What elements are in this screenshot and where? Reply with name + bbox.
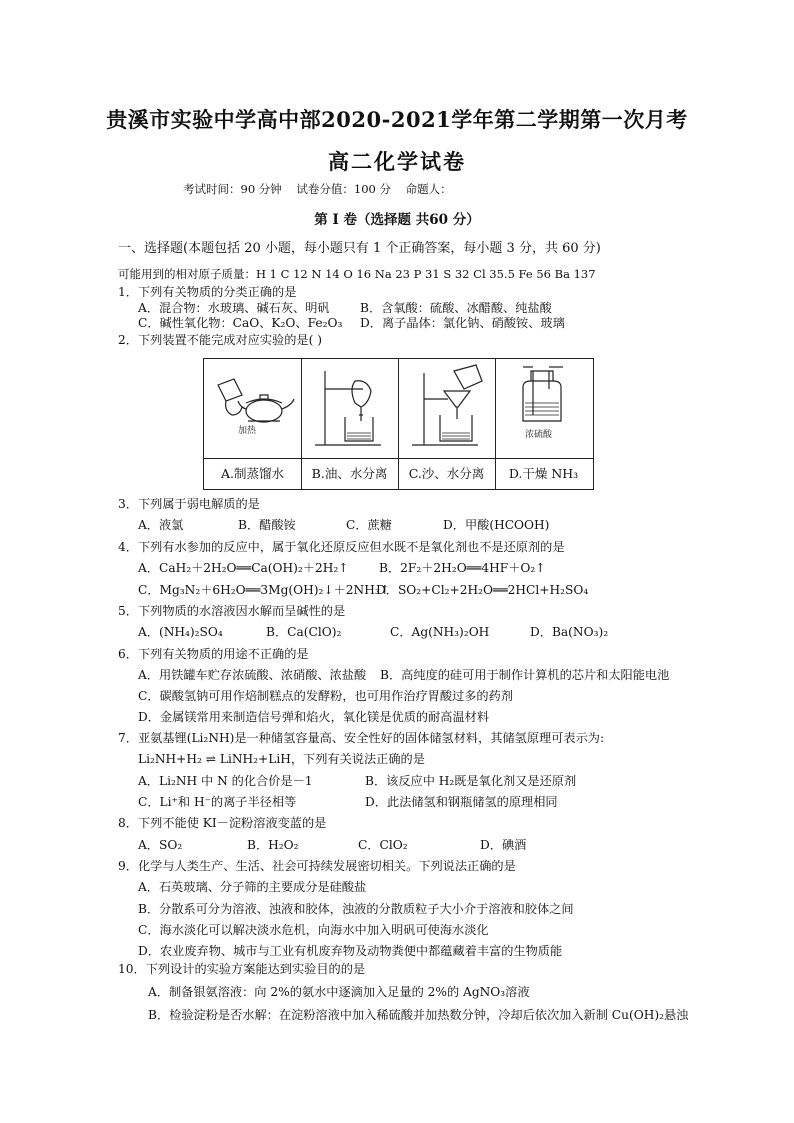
q8-option-b: B．H₂O₂ [247, 838, 299, 852]
q2-caption-d: D.干燥 NH₃ [508, 466, 579, 481]
q5-option-c: C．Ag(NH₃)₂OH [390, 625, 490, 639]
q1-option-b: B．含氧酸：硫酸、冰醋酸、纯盐酸 [360, 301, 552, 315]
q10-option-a: A．制备银氨溶液：向 2%的氨水中逐滴加入足量的 2%的 AgNO₃溶液 [148, 985, 530, 999]
q2-apparatus-table [203, 358, 594, 490]
distillation-apparatus-figure [204, 359, 301, 458]
q2-caption-c: C.沙、水分离 [408, 466, 485, 481]
q7-option-c: C．Li⁺和 H⁻的离子半径相等 [138, 795, 297, 809]
q7-option-b: B．该反应中 H₂既是氧化剂又是还原剂 [365, 774, 577, 788]
q1-stem: 1．下列有关物质的分类正确的是 [118, 285, 297, 299]
q9-option-a: A．石英玻璃、分子筛的主要成分是硅酸盐 [138, 880, 367, 894]
q6-option-a: A．用铁罐车贮存浓硫酸、浓硝酸、浓盐酸 [138, 668, 367, 682]
q4-option-d: D．SO₂+Cl₂+2H₂O══2HCl+H₂SO₄ [376, 583, 589, 597]
q3-option-a: A．液氯 [138, 518, 184, 532]
q6-stem: 6．下列有关物质的用途不正确的是 [118, 647, 309, 661]
q9-stem: 9．化学与人类生产、生活、社会可持续发展密切相关。下列说法正确的是 [118, 859, 516, 873]
q10-option-b: B．检验淀粉是否水解：在淀粉溶液中加入稀硫酸并加热数分钟，冷却后依次加入新制 Cu(OH)₂悬浊 [148, 1008, 689, 1022]
q2-caption-b: B.油、水分离 [311, 466, 388, 481]
q2-fig-label-h2so4: 浓硫酸 [525, 430, 553, 440]
q7-option-d: D．此法储氢和钢瓶储氢的原理相同 [365, 795, 558, 809]
q1-option-a: A．混合物：水玻璃、碱石灰、明矾 [138, 301, 330, 315]
q3-option-b: B．醋酸铵 [238, 518, 296, 532]
atomic-masses: 可能用到的相对原子质量：H 1 C 12 N 14 O 16 Na 23 P 31 S 32 Cl 35.5 Fe 56 Ba 137 [118, 267, 596, 281]
q3-stem: 3．下列属于弱电解质的是 [118, 497, 260, 511]
q1-option-c: C．碱性氧化物：CaO、K₂O、Fe₂O₃ [138, 316, 343, 330]
q8-option-d: D．碘酒 [480, 838, 527, 852]
q7-stem: 7．亚氨基锂(Li₂NH)是一种储氢容量高、安全性好的固体储氢材料，其储氢原理可表示为: [118, 731, 605, 745]
q2-stem: 2．下列装置不能完成对应实验的是( ) [118, 333, 322, 347]
q6-option-b: B．高纯度的硅可用于制作计算机的芯片和太阳能电池 [380, 668, 670, 682]
q8-option-c: C．ClO₂ [358, 838, 408, 852]
exam-meta: 考试时间：90 分钟 试卷分值：100 分 命题人： [183, 182, 452, 196]
q9-option-c: C．海水淡化可以解决淡水危机，向海水中加入明矾可使海水淡化 [138, 923, 489, 937]
section-intro: 一、选择题(本题包括 20 小题，每小题只有 1 个正确答案，每小题 3 分，共 60 分) [118, 241, 601, 256]
q9-option-d: D．农业废弃物、城市与工业有机废弃物及动物粪便中都蕴藏着丰富的生物质能 [138, 944, 563, 958]
q3-option-c: C．蔗糖 [346, 518, 392, 532]
q7-equation: Li₂NH+H₂ ⇌ LiNH₂+LiH，下列有关说法正确的是 [138, 752, 425, 766]
q4-stem: 4．下列有水参加的反应中，属于氧化还原反应但水既不是氧化剂也不是还原剂的是 [118, 540, 565, 554]
q5-option-a: A．(NH₄)₂SO₄ [138, 625, 223, 639]
q6-option-c: C．碳酸氢钠可用作焙制糕点的发酵粉，也可用作治疗胃酸过多的药剂 [138, 689, 513, 703]
q5-option-d: D．Ba(NO₃)₂ [530, 625, 609, 639]
exam-title: 贵溪市实验中学高中部2020-2021学年第二学期第一次月考 [106, 107, 688, 132]
q2-caption-a: A.制蒸馏水 [220, 466, 284, 481]
q3-option-d: D．甲酸(HCOOH) [443, 518, 550, 532]
q7-option-a: A．Li₂NH 中 N 的化合价是－1 [138, 774, 313, 788]
q5-option-b: B．Ca(ClO)₂ [266, 625, 342, 639]
q10-stem: 10．下列设计的实验方案能达到实验目的的是 [118, 962, 366, 976]
q8-stem: 8．下列不能使 KI－淀粉溶液变蓝的是 [118, 816, 327, 830]
q5-stem: 5．下列物质的水溶液因水解而呈碱性的是 [118, 604, 346, 618]
q6-option-d: D．金属镁常用来制造信号弹和焰火，氧化镁是优质的耐高温材料 [138, 710, 490, 724]
exam-subtitle: 高二化学试卷 [328, 149, 466, 174]
q1-option-d: D．离子晶体：氯化钠、硝酸铵、玻璃 [360, 316, 565, 330]
q2-fig-label-heat: 加热 [238, 426, 257, 436]
separatory-funnel-figure [301, 359, 398, 458]
filtration-apparatus-figure [398, 359, 495, 458]
q4-option-c: C．Mg₃N₂＋6H₂O══3Mg(OH)₂↓＋2NH₃↑ [138, 583, 390, 597]
q8-option-a: A．SO₂ [138, 838, 183, 852]
q4-option-b: B．2F₂＋2H₂O══4HF＋O₂↑ [379, 561, 546, 575]
section-title: 第 I 卷（选择题 共60 分） [314, 212, 480, 228]
drying-bottle-figure [495, 359, 592, 458]
q9-option-b: B．分散系可分为溶液、浊液和胶体，浊液的分散质粒子大小介于溶液和胶体之间 [138, 902, 574, 916]
q4-option-a: A．CaH₂＋2H₂O══Ca(OH)₂＋2H₂↑ [138, 561, 349, 575]
